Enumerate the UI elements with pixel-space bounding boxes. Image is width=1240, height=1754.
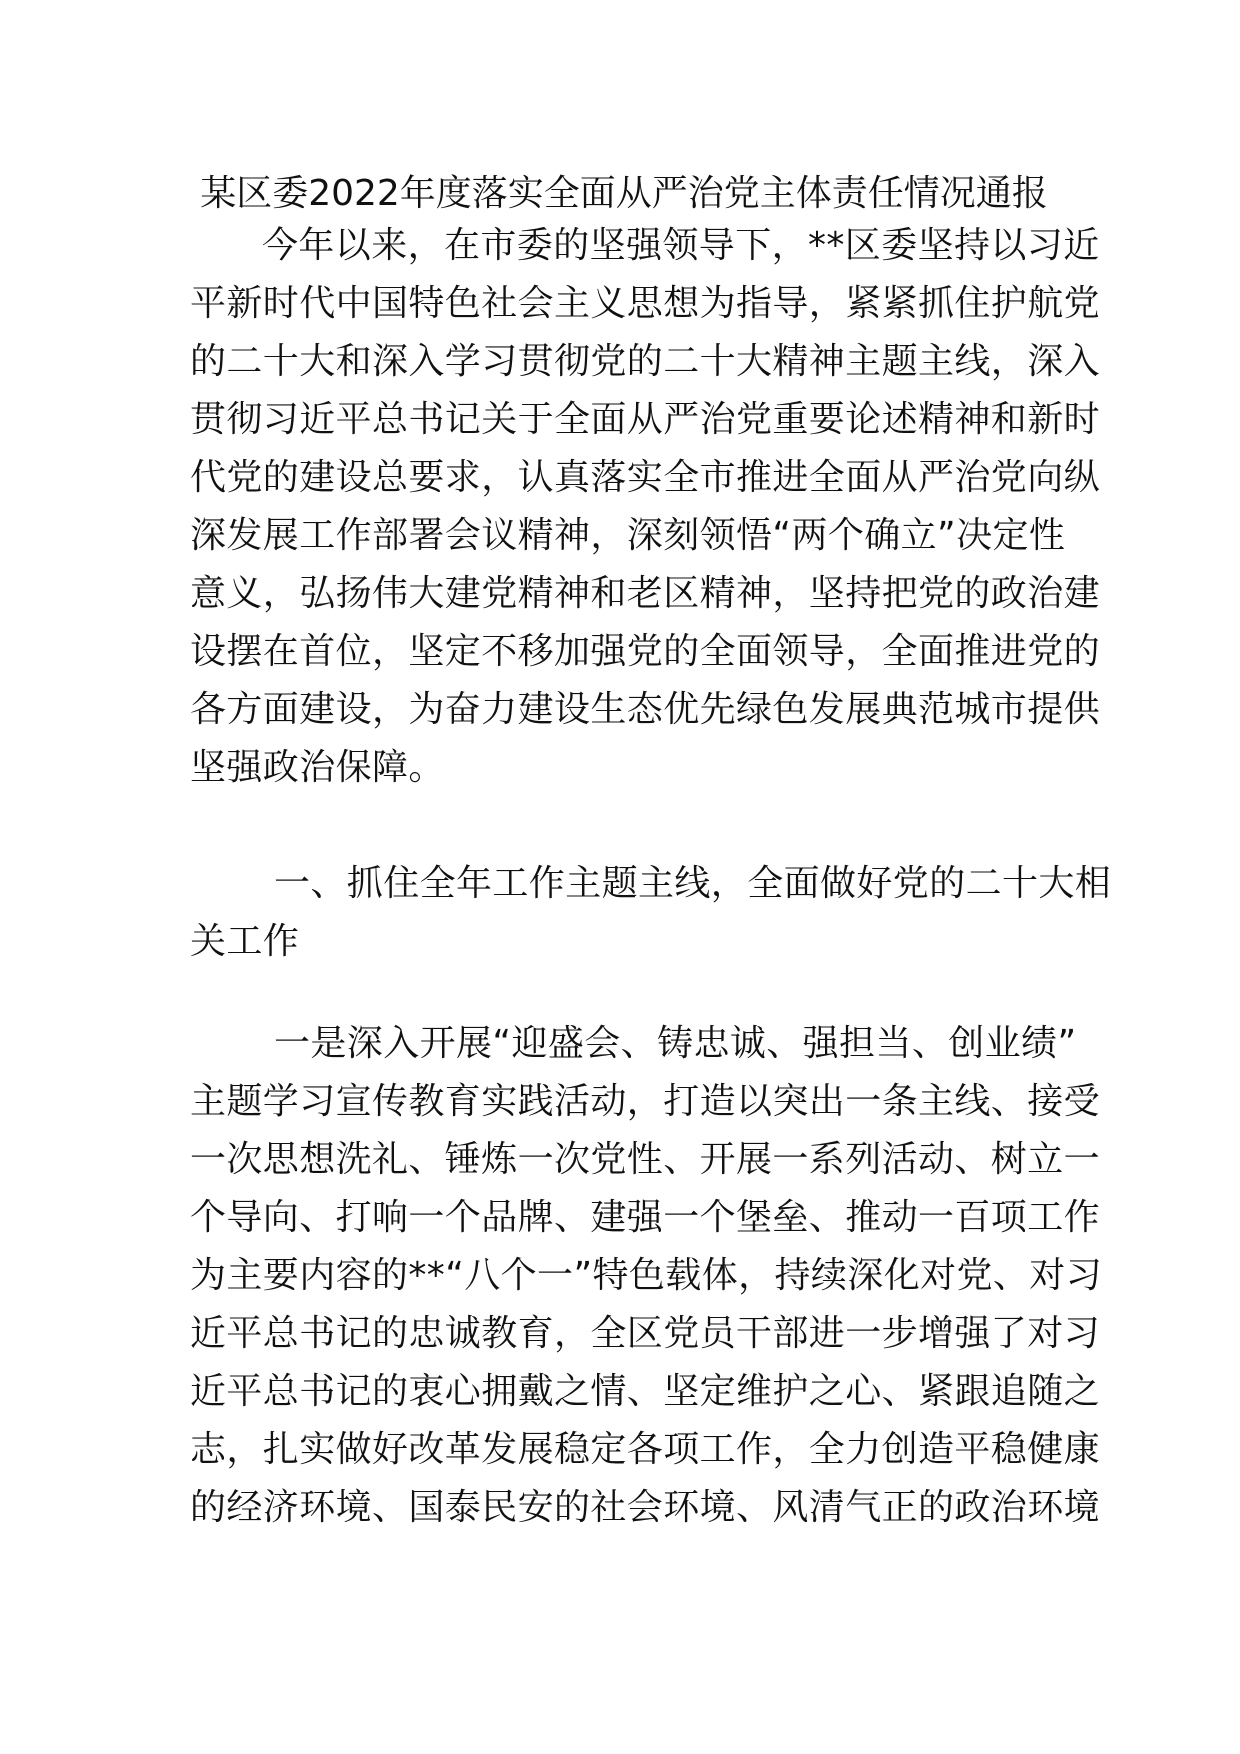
body-line: 为主要内容的**“八个一”特色载体，持续深化对党、对习 xyxy=(190,1255,1103,1296)
intro-line: 设摆在首位，坚定不移加强党的全面领导，全面推进党的 xyxy=(190,631,1101,672)
body-paragraph xyxy=(190,1012,1103,1552)
intro-line: 深发展工作部署会议精神，深刻领悟“两个确立”决定性 xyxy=(190,515,1066,556)
body-line: 一是深入开展“迎盛会、铸忠诚、强担当、创业绩” xyxy=(274,1023,1077,1064)
intro-line: 平新时代中国特色社会主义思想为指导，紧紧抓住护航党 xyxy=(190,283,1101,324)
body-line: 近平总书记的忠诚教育，全区党员干部进一步增强了对习 xyxy=(190,1313,1101,1354)
body-line: 个导向、打响一个品牌、建强一个堡垒、推动一百项工作 xyxy=(190,1197,1101,1238)
intro-line: 的二十大和深入学习贯彻党的二十大精神主题主线，深入 xyxy=(190,341,1101,382)
intro-line: 今年以来，在市委的坚强领导下，**区委坚持以习近 xyxy=(262,225,1100,266)
body-line: 志，扎实做好改革发展稳定各项工作，全力创造平稳健康 xyxy=(190,1429,1101,1470)
intro-line: 坚强政治保障。 xyxy=(190,747,445,788)
body-line: 近平总书记的衷心拥戴之情、坚定维护之心、紧跟追随之 xyxy=(190,1371,1101,1412)
section-heading xyxy=(190,852,1112,982)
intro-line: 代党的建设总要求，认真落实全市推进全面从严治党向纵 xyxy=(190,457,1101,498)
intro-line: 意义，弘扬伟大建党精神和老区精神，坚持把党的政治建 xyxy=(190,573,1101,614)
document-title: 某区委2022年度落实全面从严治党主体责任情况通报 xyxy=(200,173,1048,214)
intro-line: 贯彻习近平总书记关于全面从严治党重要论述精神和新时 xyxy=(190,399,1101,440)
body-line: 一次思想洗礼、锤炼一次党性、开展一系列活动、树立一 xyxy=(190,1139,1101,1180)
intro-paragraph xyxy=(190,214,1101,854)
intro-line: 各方面建设，为奋力建设生态优先绿色发展典范城市提供 xyxy=(190,689,1101,730)
body-line: 主题学习宣传教育实践活动，打造以突出一条主线、接受 xyxy=(190,1081,1101,1122)
heading-line: 一、抓住全年工作主题主线，全面做好党的二十大相 xyxy=(274,863,1112,904)
heading-line: 关工作 xyxy=(190,921,300,962)
body-line: 的经济环境、国泰民安的社会环境、风清气正的政治环境 xyxy=(190,1487,1101,1528)
